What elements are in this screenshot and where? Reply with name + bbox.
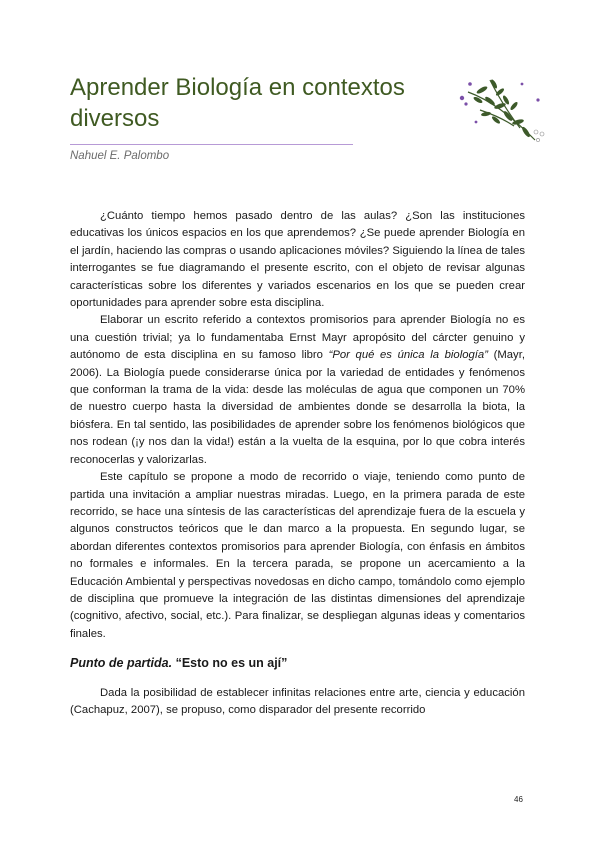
paragraph: Este capítulo se propone a modo de recorrido o viaje, teniendo como punto de partida una invitación a ampliar nuestras miradas. Luego, en la primera parada de este recorrido, se hace una síntesis de las características del aprendizaje fuera de la escuela y algunos constructos teóricos que le dan marco a la propuesta. En segundo lugar, se abordan diferentes contextos promisorios para aprender Biología, con énfasis en ámbitos no formales e informales. En la tercera parada, se propone un acercamiento a la Educación Ambiental y perspectivas novedosas en dicho campo, tomándolo como ejemplo de disciplina que promueve la integración de las distintas dimensiones del aprendizaje (cognitivo, afectivo, social, etc.). Para finalizar, se despliegan algunas ideas y comentarios finales. — [70, 471, 525, 640]
author-name: Nahuel E. Palombo — [70, 150, 170, 162]
paragraph: Dada la posibilidad de establecer infinitas relaciones entre arte, ciencia y educación (Cachapuz, 2007), se propuso, como disparador del presente recorrido — [70, 687, 525, 717]
section-body — [70, 685, 525, 720]
book-title: “Por qué es única la biología” — [328, 349, 488, 362]
page-number: 46 — [514, 795, 523, 804]
chapter-title: Aprender Biología en contextos diversos — [70, 74, 405, 132]
title-underline — [70, 144, 353, 145]
botanical-sprig-icon — [450, 70, 560, 150]
section-title: “Esto no es un ají” — [175, 656, 288, 670]
paragraph: Elaborar un escrito referido a contextos promisorios para aprender Biología no es una cuestión trivial; ya lo fundamentaba Ernst Mayr apropósito del cárcter genuino y autónomo de esta disciplina en su famoso libro “Por qué es única la biología” (Mayr, 2006). La Biología puede considerarse única por la variedad de entidades y fenómenos que conforman la trama de la vida: desde las moléculas de agua que componen un 70% de nuestro cuerpo hasta la diversidad de ambientes donde se desarrolla la biota, la biósfera. En tal sentido, las posibilidades de aprender sobre los fenómenos biológicos que nos rodean (¡y nos dan la vida!) están a la vuelta de la esquina, por lo que cobra interés reconocerlas y valorizarlas. — [70, 314, 525, 466]
intro-body — [70, 208, 525, 643]
section-heading — [70, 656, 287, 670]
paragraph: ¿Cuánto tiempo hemos pasado dentro de las aulas? ¿Son las instituciones educativas los únicos espacios en los que aprendemos? ¿Se puede aprender Biología en el jardín, haciendo las compras o usando aplicaciones móviles? Siguiendo la línea de tales interrogantes se fue diagramando el presente escrito, con el objeto de revisar algunas características sobre los diferentes y variados escenarios en los que se pueden crear oportunidades para aprender sobre esta disciplina. — [70, 210, 525, 310]
section-lead: Punto de partida. — [70, 656, 173, 670]
